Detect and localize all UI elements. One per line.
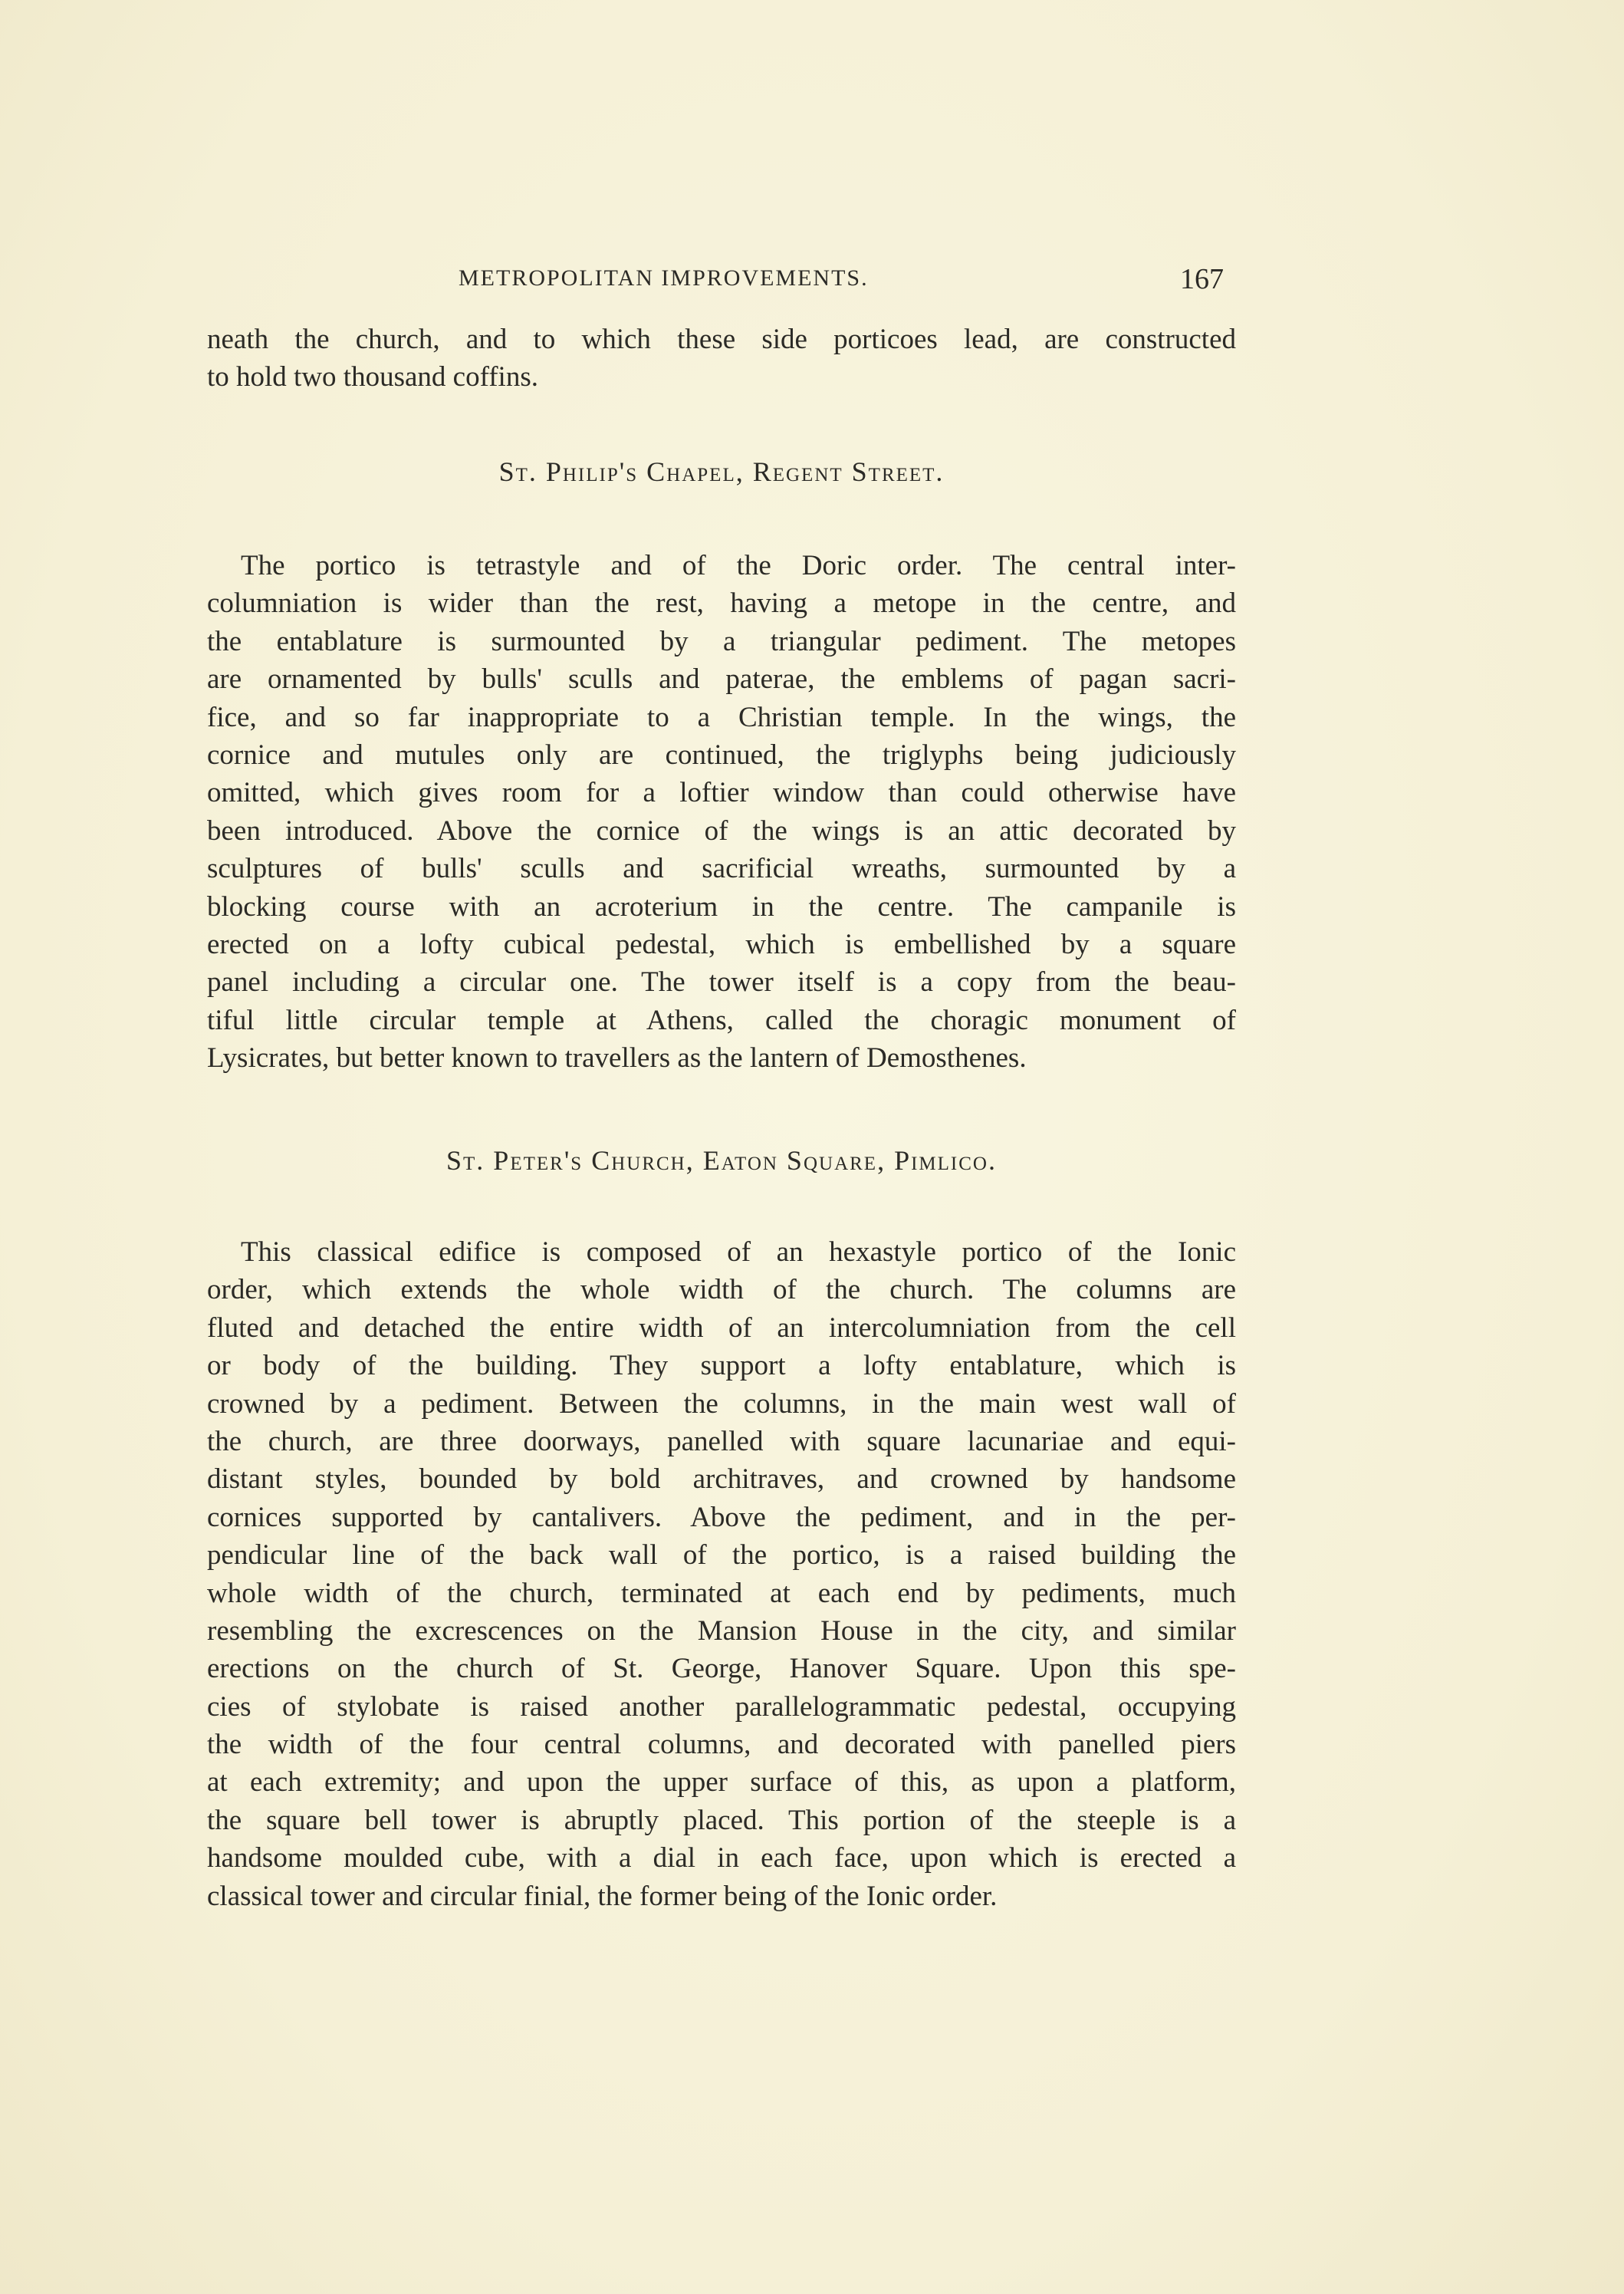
text-line: resembling the excrescences on the Mansion House in the city, and similar (207, 1614, 1236, 1647)
text-line: omitted, which gives room for a loftier window than could otherwise have (207, 777, 1236, 809)
text-line: to hold two thousand coffins. (207, 361, 538, 393)
text-line: Lysicrates, but better known to travellers as the lantern of Demosthenes. (207, 1042, 1027, 1075)
text-line: neath the church, and to which these side porticoes lead, are constructed (207, 324, 1236, 355)
text-line: crowned by a pediment. Between the columns, in the main west wall of (207, 1387, 1236, 1420)
text-line: erected on a lofty cubical pedestal, which is embellished by a square (207, 928, 1236, 960)
text-line: order, which extends the whole width of the church. The columns are (207, 1274, 1236, 1306)
text-line: are ornamented by bulls' sculls and paterae, the emblems of pagan sacri- (207, 663, 1236, 696)
paragraph-st-philips (207, 547, 1236, 1077)
text-line: at each extremity; and upon the upper surface of this, as upon a platform, (207, 1766, 1236, 1799)
text-line: pendicular line of the back wall of the portico, is a raised building the (207, 1539, 1236, 1572)
text-line: cornice and mutules only are continued, the triglyphs being judiciously (207, 739, 1236, 771)
page-number: 167 (1180, 263, 1224, 295)
text-line: the entablature is surmounted by a triangular pediment. The metopes (207, 625, 1236, 657)
section-heading-st-philips: St. Philip's Chapel, Regent Street. (498, 456, 945, 487)
text-line: columniation is wider than the rest, having a metope in the centre, and (207, 587, 1236, 620)
text-line: cornices supported by cantalivers. Above the pediment, and in the per- (207, 1501, 1236, 1533)
text-line: fice, and so far inappropriate to a Christian temple. In the wings, the (207, 701, 1236, 733)
text-line: fluted and detached the entire width of an intercolumniation from the cell (207, 1312, 1236, 1344)
text-line: panel including a circular one. The tower itself is a copy from the beau- (207, 966, 1236, 999)
text-line: handsome moulded cube, with a dial in each face, upon which is erected a (207, 1842, 1236, 1874)
text-line: the width of the four central columns, and decorated with panelled piers (207, 1729, 1236, 1761)
text-line: distant styles, bounded by bold architraves, and crowned by handsome (207, 1463, 1236, 1496)
text-line: The portico is tetrastyle and of the Doric order. The central inter- (241, 550, 1236, 581)
text-line: the church, are three doorways, panelled with square lacunariae and equi- (207, 1425, 1236, 1457)
paragraph-st-peters (207, 1233, 1236, 1915)
section-heading-st-peters: St. Peter's Church, Eaton Square, Pimlico. (446, 1145, 997, 1176)
text-line: classical tower and circular finial, the former being of the Ionic order. (207, 1880, 998, 1912)
running-title: METROPOLITAN IMPROVEMENTS. (459, 265, 869, 291)
text-line: tiful little circular temple at Athens, called the choragic monument of (207, 1004, 1236, 1036)
continuation-paragraph (207, 321, 1236, 397)
text-line: whole width of the church, terminated at each end by pediments, much (207, 1577, 1236, 1609)
text-line: been introduced. Above the cornice of the wings is an attic decorated by (207, 815, 1236, 847)
text-line: sculptures of bulls' sculls and sacrificial wreaths, surmounted by a (207, 853, 1236, 885)
text-line: or body of the building. They support a lofty entablature, which is (207, 1350, 1236, 1382)
text-line: This classical edifice is composed of an hexastyle portico of the Ionic (241, 1236, 1236, 1268)
text-line: blocking course with an acroterium in the centre. The campanile is (207, 890, 1236, 923)
running-head (209, 265, 1228, 299)
text-line: erections on the church of St. George, Hanover Square. Upon this spe- (207, 1653, 1236, 1685)
text-line: cies of stylobate is raised another parallelogrammatic pedestal, occupying (207, 1690, 1236, 1723)
text-line: the square bell tower is abruptly placed. This portion of the steeple is a (207, 1804, 1236, 1836)
